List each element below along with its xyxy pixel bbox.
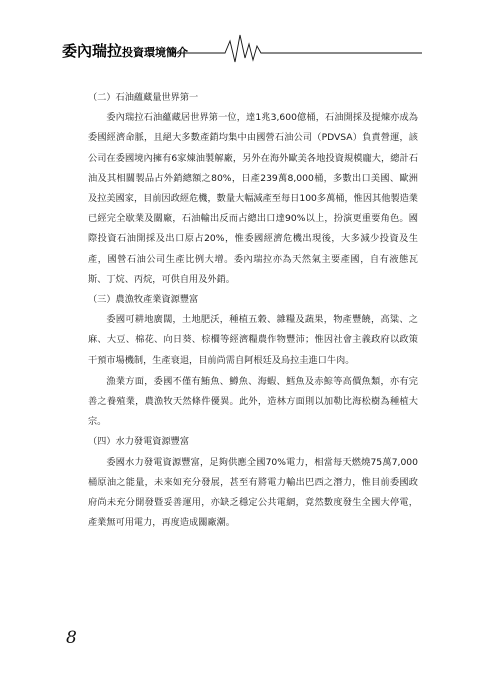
running-header bbox=[0, 0, 480, 72]
main-content bbox=[88, 88, 418, 533]
header-title-sub: 投資環境簡介 bbox=[122, 46, 189, 59]
header-rule-waveform bbox=[0, 0, 480, 72]
section-heading-agriculture: （三）農漁牧產業資源豐富 bbox=[88, 294, 199, 306]
paragraph-fishery: 漁業方面，委國不僅有鮪魚、鱒魚、海蝦、鱈魚及赤鯮等高價魚類，亦有完善之養殖業，農漁牧天然條件優異。此外，造林方面則以加勒比海松樹為種植大宗。 bbox=[88, 375, 418, 428]
page-number: 8 bbox=[66, 628, 77, 648]
header-title-main: 委內瑞拉 bbox=[62, 42, 123, 60]
paragraph-hydropower: 委國水力發電資源豐富，足夠供應全國70%電力，相當每天燃燒75萬7,000桶原油之能量，未來如充分發展，甚至有將電力輸出巴西之潛力，惟目前委國政府尚未充分開發暨妥善運用，亦缺乏穩定公共電網，竟然數度發生全國大停電，產業無可用電力，再度造成關廠潮。 bbox=[88, 456, 418, 529]
paragraph-agriculture: 委國可耕地廣闊，土地肥沃，種植五穀、雜糧及蔬果，物產豐饒，高粱、之麻、大豆、棉花、向日葵、棕櫚等經濟糧農作物豐沛；惟因社會主義政府以政策干預市場機制，生產衰退，目前尚需自阿根廷及烏拉圭進口牛肉。 bbox=[88, 314, 418, 366]
paragraph-oil: 委內瑞拉石油蘊藏居世界第一位，達1兆3,600億桶，石油開採及提煉亦成為委國經濟命脈，且絕大多數產銷均集中由國營石油公司（PDVSA）負責營運，該公司在委國境內擁有6家煉油製解廠，另外在海外歐美各地投資規模龐大，總計石油及其相關製品占外銷總額之80%，日產239萬8,000桶，多數出口美國、歐洲及拉美國家，目前因政經危機，數量大幅減產至每日100多萬桶，惟因其他製造業已經完全歇業及關廠，石油輸出反而占總出口達90%以上，扮演更重要角色。國際投資石油開採及出口原占20%，惟委國經濟危機出現後，大多減少投資及生產，國營石油公司生產比例大增。委內瑞拉亦為天然氣主要產國，自有液態瓦斯、丁烷、丙烷，可供自用及外銷。 bbox=[88, 112, 418, 285]
section-heading-oil: （二）石油蘊藏量世界第一 bbox=[88, 92, 199, 103]
section-heading-hydropower: （四）水力發電資源豐富 bbox=[88, 436, 190, 448]
